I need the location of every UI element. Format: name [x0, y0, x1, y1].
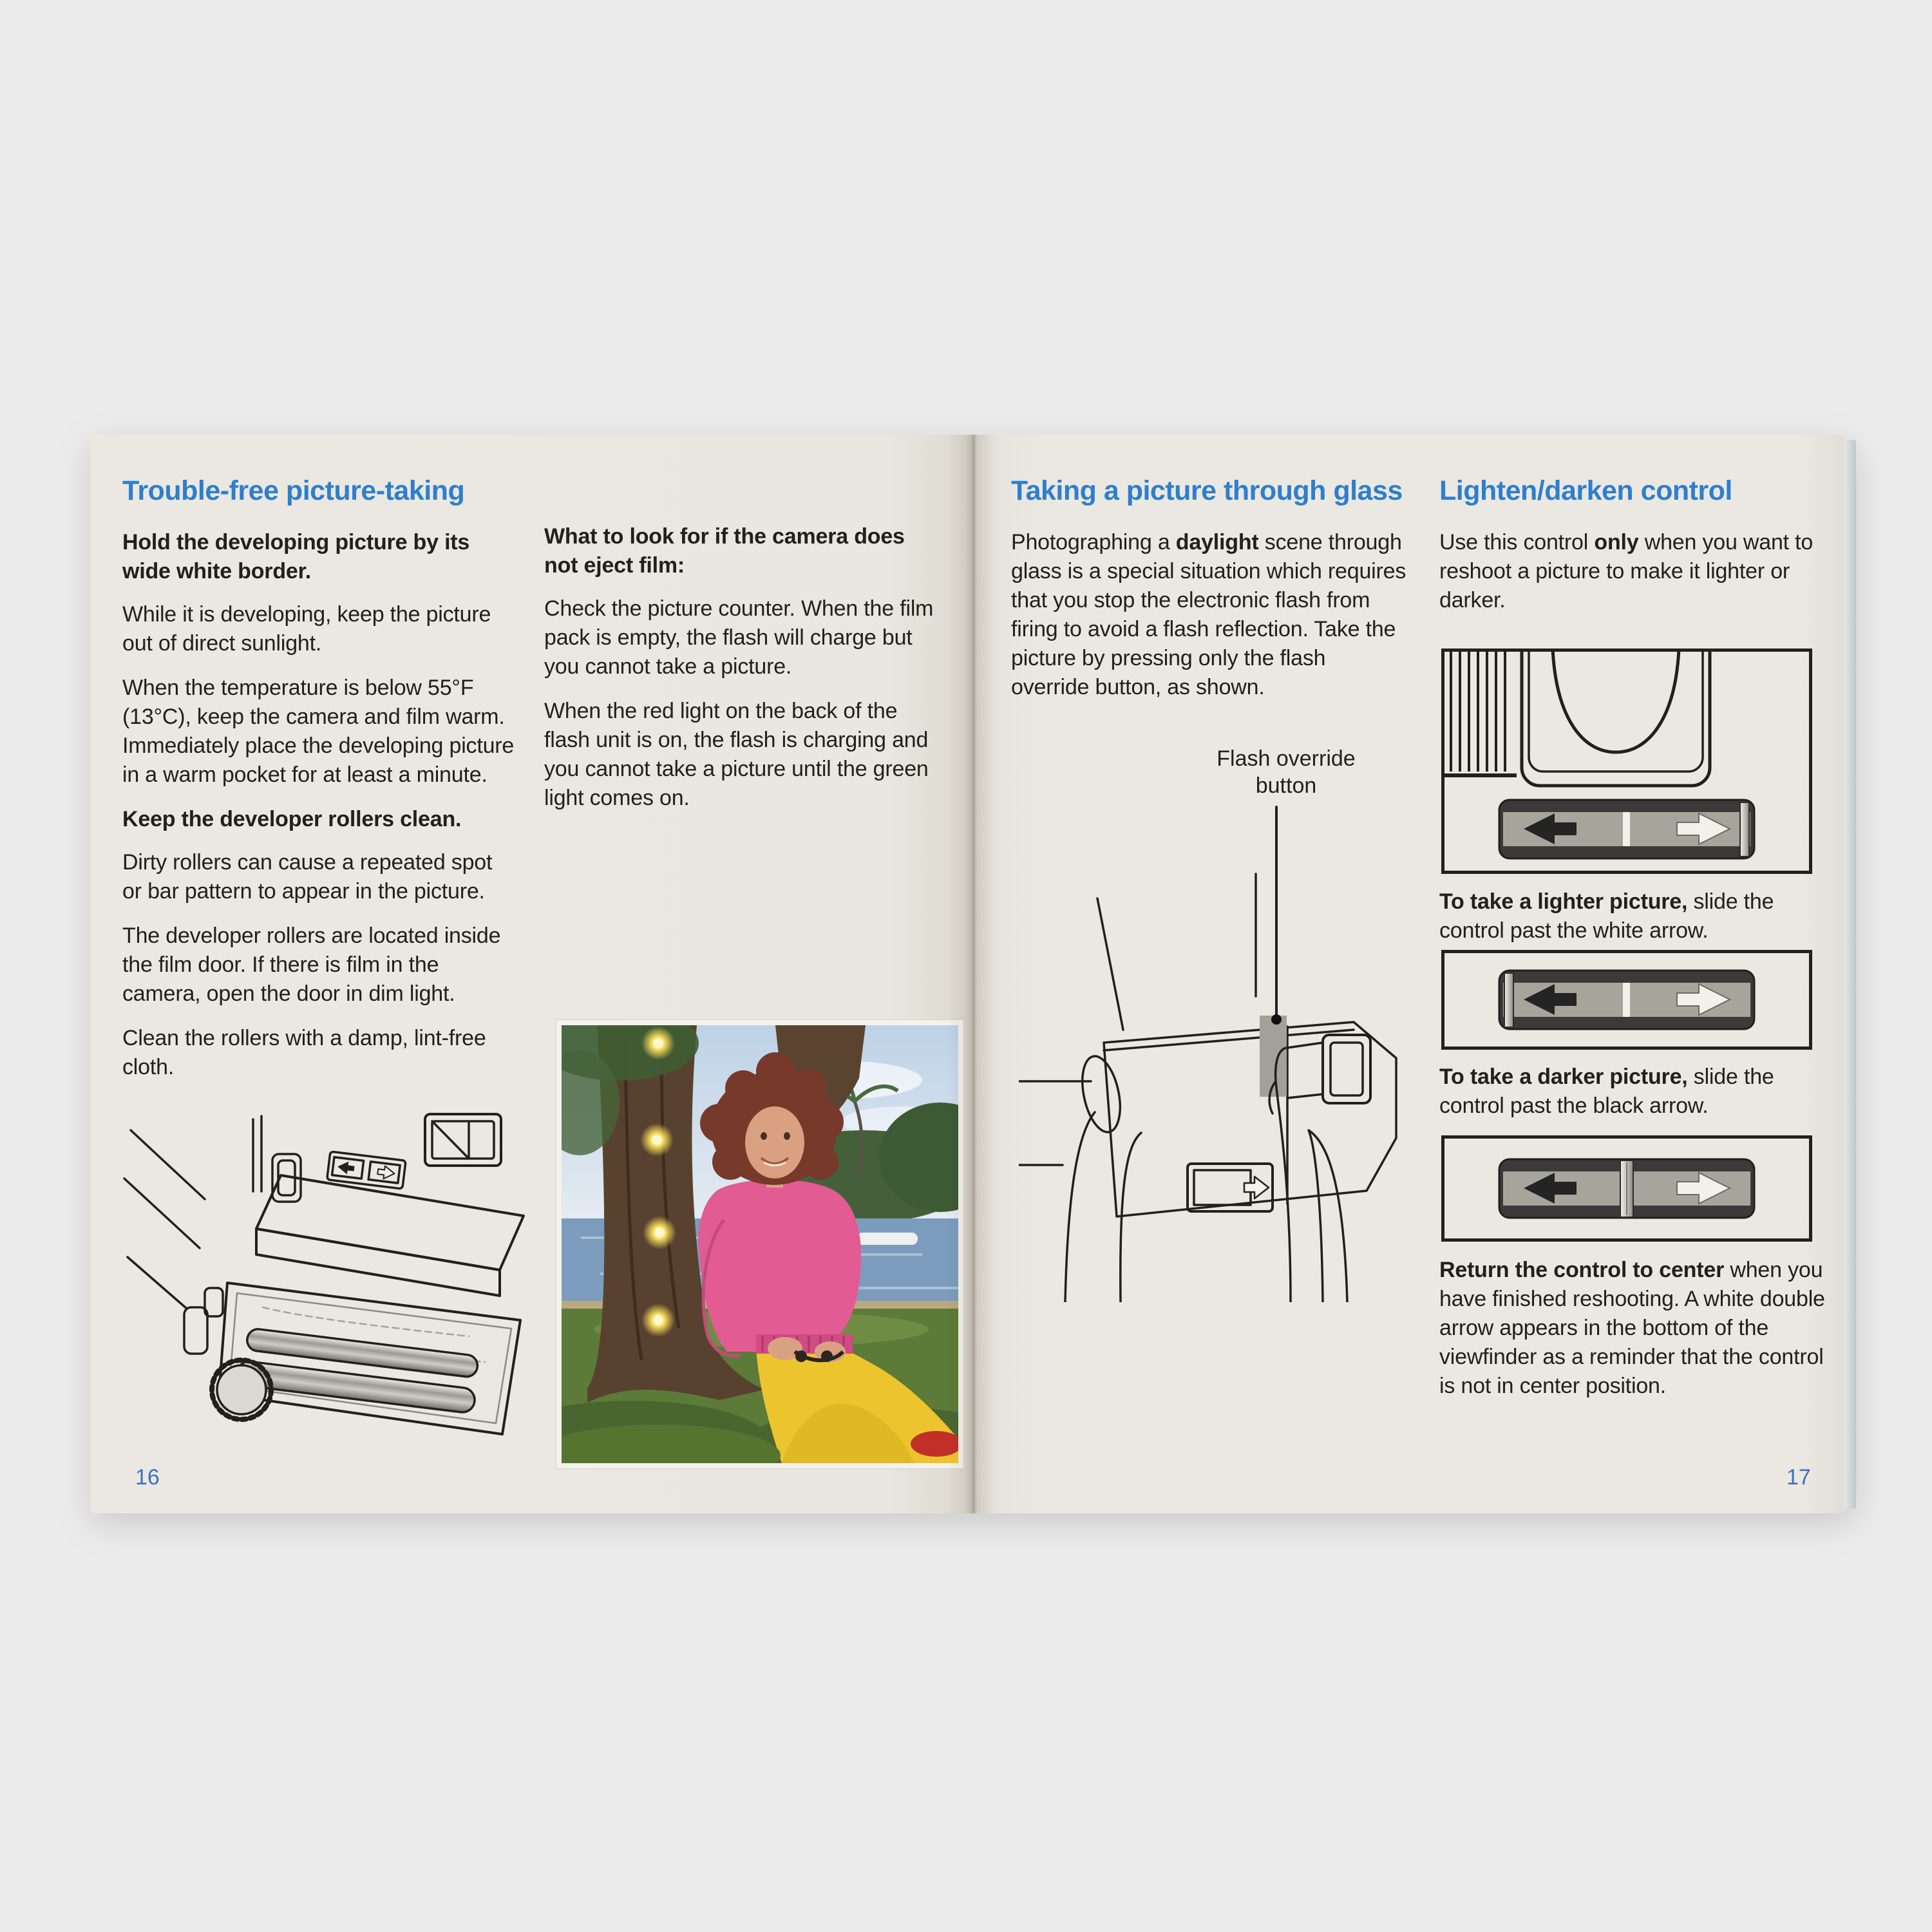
diagram-control-right: [1441, 649, 1812, 874]
paragraph-through-glass: Photographing a daylight scene through glass is a special situation which requires that you stop the electronic flash from firing to avoid a flash reflection. Take the picture by pressing only the flash override button, as shown.: [1011, 530, 1406, 699]
caption-lighter: To take a lighter picture, slide the control past the white arrow.: [1439, 889, 1774, 943]
caption-darker: To take a darker picture, slide the control past the black arrow.: [1439, 1065, 1774, 1118]
left-column-2: [544, 518, 940, 828]
window-edge-line: [1097, 898, 1123, 1030]
center-index-mark: [1623, 983, 1630, 1017]
slider-control-darker: [1498, 969, 1756, 1030]
paragraph-developing: While it is developing, keep the picture out of direct sunlight.: [122, 602, 491, 656]
front-grille-lines: [1451, 652, 1505, 772]
right-column-1: [1011, 475, 1407, 717]
section-heading-trouble-free: Trouble-free picture-taking: [122, 475, 465, 506]
section-heading-through-glass: Taking a picture through glass: [1011, 475, 1403, 506]
paragraph-dirty-rollers: Dirty rollers can cause a repeated spot or bar pattern to appear in the picture.: [122, 850, 493, 904]
rollers-illustration: [108, 1095, 535, 1475]
center-index-mark: [1623, 812, 1630, 846]
photo-sweater: [698, 1180, 861, 1352]
slider-knob: [1504, 973, 1513, 1027]
paragraph-temperature: When the temperature is below 55°F (13°C), keep the camera and film warm. Immediately place the developing picture in a warm pocket for at least a minute.: [122, 676, 515, 787]
booklet: [90, 435, 1856, 1513]
camera-edge-line: [131, 1130, 205, 1199]
paragraph-clean-cloth: Clean the rollers with a damp, lint-free cloth.: [122, 1026, 486, 1079]
subhead-no-eject: What to look for if the camera does not eject film:: [544, 524, 905, 578]
page-number-17: 17: [1786, 1465, 1811, 1490]
left-column-1: [122, 475, 516, 1097]
lens-recess: [1522, 652, 1710, 786]
slider-control-lighter: [1499, 800, 1754, 858]
page-17: [974, 435, 1844, 1513]
slider-knob: [1620, 1160, 1633, 1217]
flash-override-illustration: [1019, 803, 1421, 1302]
flash-override-label: Flash override button: [1217, 746, 1356, 798]
roller-gear-icon: [212, 1360, 271, 1419]
viewfinder-eyepiece: [1287, 1035, 1370, 1103]
sample-photo-woman-by-tree: [562, 1025, 958, 1463]
slider-control-center: [1498, 1158, 1756, 1219]
photo-face: [745, 1106, 804, 1179]
left-hand: [1065, 1053, 1141, 1302]
page-number-16: 16: [135, 1465, 160, 1490]
paragraph-use-control: Use this control only when you want to reshoot a picture to make it lighter or darker.: [1439, 530, 1814, 612]
page-16: [90, 435, 974, 1513]
subhead-rollers-clean: Keep the developer rollers clean.: [122, 807, 462, 831]
mini-slider-icon: [327, 1151, 406, 1189]
paragraph-picture-counter: Check the picture counter. When the film pack is empty, the flash will charge but you cannot take a picture.: [544, 596, 934, 679]
subhead-hold-picture: Hold the developing picture by its wide white border.: [122, 530, 470, 583]
right-column-2: [1439, 475, 1833, 1398]
diagram-control-left: [1441, 950, 1812, 1050]
section-heading-lighten-darken: Lighten/darken control: [1439, 475, 1732, 506]
page-edge: [1844, 440, 1856, 1509]
diagram-control-center: [1441, 1135, 1812, 1242]
caption-return-center: Return the control to center when you have finished reshooting. A white double arrow appears in the bottom of the viewfinder as a reminder that the control is not in center position.: [1439, 1258, 1825, 1398]
slider-knob: [1740, 802, 1749, 857]
back-slider-icon: [1188, 1164, 1273, 1211]
paragraph-red-light: When the red light on the back of the flash unit is on, the flash is charging and you cannot take a picture until the green light comes on.: [544, 699, 929, 810]
paragraph-rollers-location: The developer rollers are located inside the film door. If there is film in the camera, open the door in dim light.: [122, 923, 501, 1006]
sample-photo-frame: [556, 1019, 964, 1469]
counter-window-icon: [425, 1114, 501, 1166]
